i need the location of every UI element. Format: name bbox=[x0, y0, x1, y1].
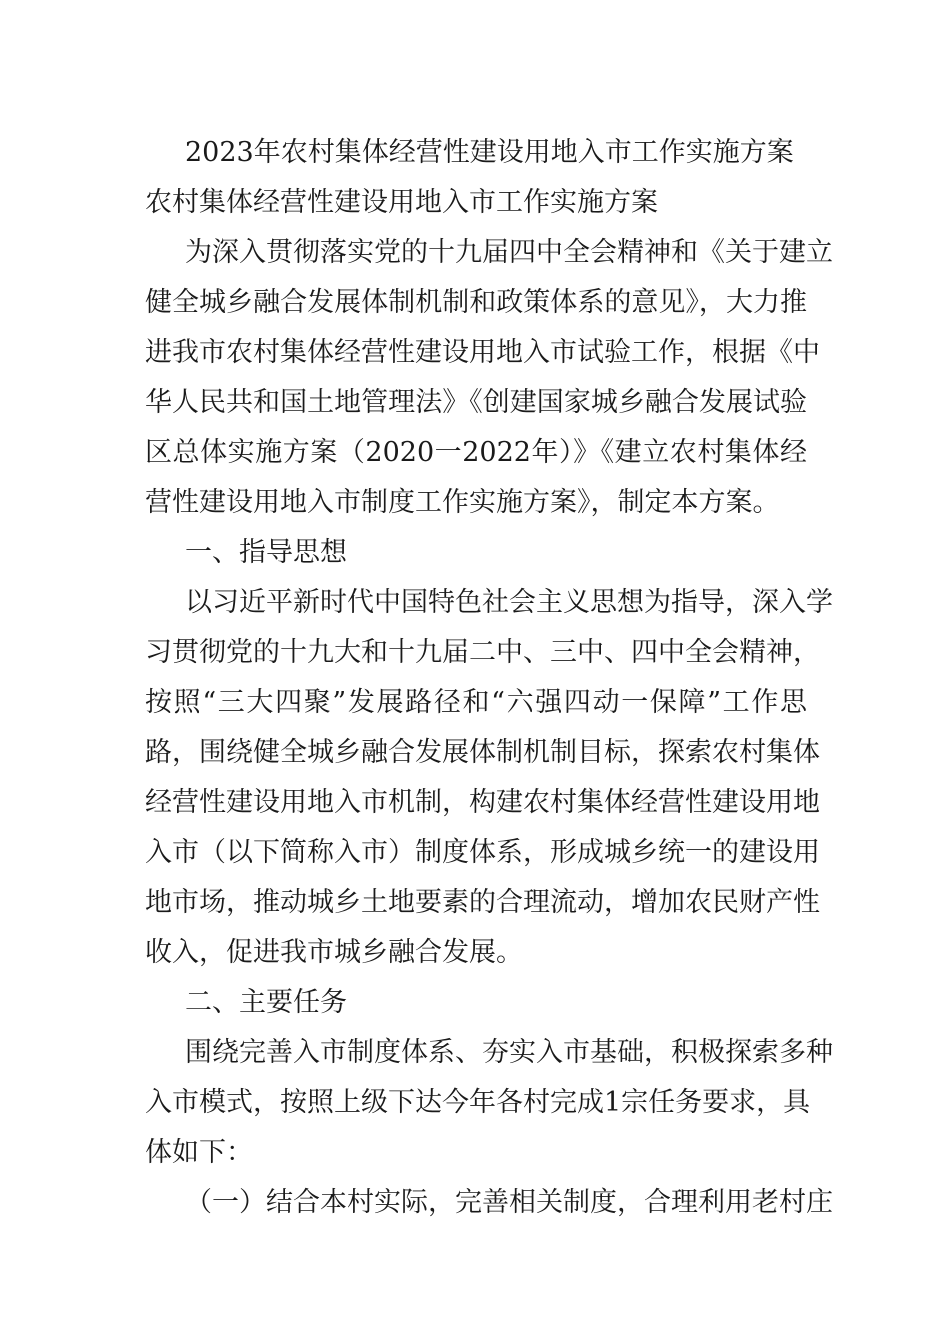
section1-line: 经营性建设用地入市机制，构建农村集体经营性建设用地 bbox=[145, 787, 820, 818]
section1-line: 按照“三大四聚”发展路径和“六强四动一保障”工作思 bbox=[145, 687, 807, 718]
section1-line: 以习近平新时代中国特色社会主义思想为指导，深入学 bbox=[185, 587, 833, 618]
section-heading-main-tasks: 二、主要任务 bbox=[185, 987, 347, 1018]
document-subtitle: 农村集体经营性建设用地入市工作实施方案 bbox=[145, 187, 658, 218]
section2-line: 入市模式，按照上级下达今年各村完成1宗任务要求，具 bbox=[145, 1087, 811, 1118]
section1-line: 路，围绕健全城乡融合发展体制机制目标，探索农村集体 bbox=[145, 737, 820, 768]
section1-line: 收入，促进我市城乡融合发展。 bbox=[145, 937, 523, 968]
intro-line: 华人民共和国土地管理法》《创建国家城乡融合发展试验 bbox=[145, 387, 807, 418]
intro-line: 健全城乡融合发展体制机制和政策体系的意见》，大力推 bbox=[145, 287, 807, 318]
intro-line: 营性建设用地入市制度工作实施方案》，制定本方案。 bbox=[145, 487, 780, 518]
section1-line: 入市（以下简称入市）制度体系，形成城乡统一的建设用 bbox=[145, 837, 820, 868]
section2-line: 体如下： bbox=[145, 1137, 253, 1168]
intro-line: 为深入贯彻落实党的十九届四中全会精神和《关于建立 bbox=[185, 237, 833, 268]
section1-line: 习贯彻党的十九大和十九届二中、三中、四中全会精神， bbox=[145, 637, 820, 668]
section-heading-guiding-thought: 一、指导思想 bbox=[185, 537, 347, 568]
document-title: 2023年农村集体经营性建设用地入市工作实施方案 bbox=[185, 137, 794, 168]
document-body bbox=[145, 128, 833, 1228]
task-item-1: （一）结合本村实际，完善相关制度，合理利用老村庄 bbox=[185, 1187, 833, 1218]
section1-line: 地市场，推动城乡土地要素的合理流动，增加农民财产性 bbox=[145, 887, 820, 918]
intro-line: 区总体实施方案（2020一2022年）》《建立农村集体经 bbox=[145, 437, 807, 468]
intro-line: 进我市农村集体经营性建设用地入市试验工作，根据《中 bbox=[145, 337, 820, 368]
section2-line: 围绕完善入市制度体系、夯实入市基础，积极探索多种 bbox=[185, 1037, 833, 1068]
